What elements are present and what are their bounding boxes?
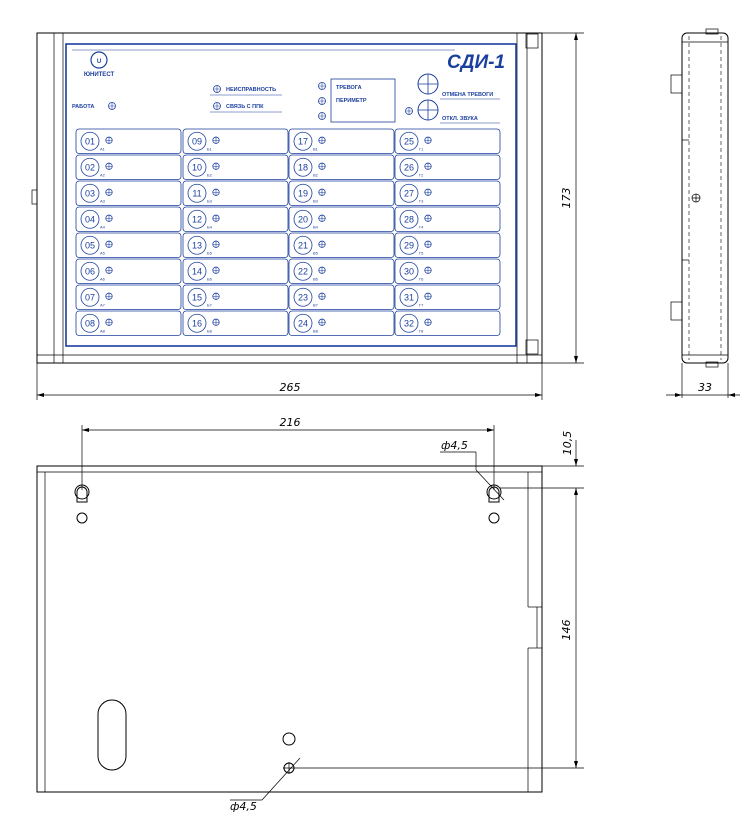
zone-number: 03 — [84, 188, 96, 199]
zone-led-icon — [319, 267, 325, 273]
zone-number: 19 — [297, 188, 309, 199]
zone-sub-label: В6 — [313, 276, 318, 282]
work-label: РАБОТА — [72, 104, 95, 110]
zone-led-icon — [319, 215, 325, 221]
zone-sub-label: Б7 — [207, 302, 212, 308]
zone-number: 10 — [191, 162, 203, 173]
zone-number: 27 — [403, 188, 415, 199]
zone-led-icon — [106, 163, 112, 169]
zone-number: 17 — [297, 136, 309, 147]
zone-number: 04 — [84, 214, 96, 225]
zone-number: 21 — [297, 240, 309, 251]
zone-23 — [289, 285, 394, 310]
zone-number: 14 — [191, 266, 203, 277]
zone-sub-label: В7 — [313, 302, 318, 308]
sound-off-label: ОТКЛ. ЗВУКА — [442, 116, 478, 122]
zone-03 — [76, 181, 181, 206]
zone-09 — [183, 129, 288, 154]
zone-led-icon — [106, 319, 112, 325]
back-view — [37, 466, 542, 792]
zone-led-icon — [213, 241, 219, 247]
left-keyhole — [75, 485, 89, 523]
zone-24 — [289, 311, 394, 336]
width-dimension: 265 — [279, 381, 301, 394]
zone-sub-label: А1 — [100, 146, 105, 152]
zone-06 — [76, 259, 181, 284]
zone-sub-label: Б8 — [207, 328, 212, 334]
zone-number: 08 — [84, 318, 96, 329]
zone-led-icon — [425, 267, 431, 273]
zone-sub-label: Б5 — [207, 250, 212, 256]
perimeter-led-icon — [319, 98, 326, 105]
zone-led-icon — [106, 215, 112, 221]
zone-27 — [395, 181, 500, 206]
zone-07 — [76, 285, 181, 310]
zone-number: 07 — [84, 292, 96, 303]
zone-sub-label: Г1 — [419, 146, 424, 152]
zone-sub-label: В4 — [313, 224, 318, 230]
zone-number: 02 — [84, 162, 96, 173]
zone-number: 16 — [191, 318, 203, 329]
zone-13 — [183, 233, 288, 258]
zone-number: 25 — [403, 136, 415, 147]
cancel-alarm-button[interactable] — [418, 74, 438, 94]
zone-sub-label: Б4 — [207, 224, 212, 230]
zone-sub-label: Г6 — [419, 276, 424, 282]
zone-sub-label: А5 — [100, 250, 105, 256]
zone-led-icon — [319, 163, 325, 169]
perimeter-label: ПЕРИМЕТР — [336, 98, 367, 104]
zone-25 — [395, 129, 500, 154]
zone-17 — [289, 129, 394, 154]
zone-sub-label: В1 — [313, 146, 318, 152]
zone-number: 18 — [297, 162, 309, 173]
zone-led-icon — [319, 319, 325, 325]
bottom-hole — [283, 762, 295, 774]
zone-31 — [395, 285, 500, 310]
zone-26 — [395, 155, 500, 180]
zone-number: 11 — [192, 188, 202, 199]
zone-number: 24 — [297, 318, 309, 329]
front-dimensions — [37, 33, 584, 400]
cable-slot — [98, 700, 126, 770]
zone-number: 05 — [84, 240, 96, 251]
zone-sub-label: В5 — [313, 250, 318, 256]
zone-led-icon — [213, 137, 219, 143]
zone-number: 23 — [297, 292, 309, 303]
zone-number: 22 — [297, 266, 309, 277]
hole-spacing-dimension: 216 — [279, 416, 301, 429]
zone-sub-label: В2 — [313, 172, 318, 178]
fault-label: НЕИСПРАВНОСТЬ — [226, 87, 277, 93]
zone-led-icon — [106, 189, 112, 195]
zone-19 — [289, 181, 394, 206]
zone-29 — [395, 233, 500, 258]
brand-name: ЮНИТЕСТ — [83, 72, 115, 78]
zone-led-icon — [213, 215, 219, 221]
zone-led-icon — [425, 215, 431, 221]
zone-sub-label: А8 — [100, 328, 105, 334]
depth-dimension: 33 — [698, 381, 712, 394]
hole-diameter-top: ф4,5 — [441, 439, 468, 452]
zone-14 — [183, 259, 288, 284]
sound-off-button[interactable] — [418, 100, 438, 120]
zone-led-icon — [425, 319, 431, 325]
zone-number: 32 — [403, 318, 415, 329]
zone-sub-label: Б6 — [207, 276, 212, 282]
zone-led-icon — [106, 137, 112, 143]
sound-off-led-icon — [406, 108, 413, 115]
housing-outline — [37, 33, 542, 363]
zone-led-icon — [319, 293, 325, 299]
height-dimension: 173 — [560, 187, 573, 209]
zone-led-icon — [106, 293, 112, 299]
zone-sub-label: Б2 — [207, 172, 212, 178]
zone-led-icon — [213, 293, 219, 299]
zone-16 — [183, 311, 288, 336]
front-panel — [66, 44, 516, 346]
hole-top-offset-dimension: 10,5 — [561, 430, 574, 456]
zone-led-icon — [106, 241, 112, 247]
zone-sub-label: Г3 — [419, 198, 424, 204]
bottom-hole-upper — [283, 733, 295, 745]
zone-number: 26 — [403, 162, 415, 173]
zone-sub-label: Г2 — [419, 172, 424, 178]
zone-30 — [395, 259, 500, 284]
zone-number: 31 — [403, 292, 415, 303]
alarm-led-icon — [319, 83, 326, 90]
zone-number: 06 — [84, 266, 96, 277]
zone-sub-label: А6 — [100, 276, 105, 282]
zone-28 — [395, 207, 500, 232]
right-keyhole — [487, 485, 501, 523]
zone-20 — [289, 207, 394, 232]
zone-22 — [289, 259, 394, 284]
zone-led-icon — [425, 293, 431, 299]
zone-led-icon — [213, 319, 219, 325]
ppk-link-led-icon — [214, 103, 221, 110]
zone-led-icon — [425, 189, 431, 195]
zone-sub-label: А2 — [100, 172, 105, 178]
zone-08 — [76, 311, 181, 336]
zone-led-icon — [319, 137, 325, 143]
alarm-label: ТРЕВОГА — [336, 85, 362, 91]
fault-led-icon — [214, 86, 221, 93]
zone-grid — [76, 129, 500, 336]
zone-led-icon — [213, 267, 219, 273]
zone-led-icon — [425, 137, 431, 143]
zone-18 — [289, 155, 394, 180]
zone-led-icon — [319, 189, 325, 195]
zone-32 — [395, 311, 500, 336]
front-view — [32, 33, 542, 363]
work-led-icon — [109, 103, 116, 110]
cancel-alarm-label: ОТМЕНА ТРЕВОГИ — [442, 92, 494, 98]
zone-number: 01 — [84, 136, 96, 147]
zone-number: 20 — [297, 214, 309, 225]
side-view — [666, 29, 740, 398]
zone-sub-label: Б3 — [207, 198, 212, 204]
back-dimensions — [82, 416, 584, 813]
zone-led-icon — [425, 241, 431, 247]
zone-sub-label: А4 — [100, 224, 105, 230]
zone-number: 29 — [403, 240, 415, 251]
zone-02 — [76, 155, 181, 180]
zone-sub-label: В8 — [313, 328, 318, 334]
aux-led-icon — [319, 113, 326, 120]
side-screw-icon — [692, 194, 700, 202]
zone-number: 15 — [191, 292, 203, 303]
zone-10 — [183, 155, 288, 180]
zone-sub-label: А3 — [100, 198, 105, 204]
zone-led-icon — [319, 241, 325, 247]
zone-number: 28 — [403, 214, 415, 225]
ppk-link-label: СВЯЗЬ С ППК — [226, 104, 264, 110]
hole-diameter-bottom: ф4,5 — [230, 800, 257, 813]
zone-sub-label: Г8 — [419, 328, 424, 334]
zone-led-icon — [425, 163, 431, 169]
zone-11 — [183, 181, 288, 206]
device-title: СДИ-1 — [447, 52, 506, 73]
back-outline — [37, 466, 542, 792]
zone-led-icon — [213, 189, 219, 195]
zone-led-icon — [106, 267, 112, 273]
zone-sub-label: А7 — [100, 302, 105, 308]
vertical-spacing-dimension: 146 — [560, 619, 573, 641]
zone-number: 13 — [191, 240, 203, 251]
logo-letter: U — [96, 59, 102, 65]
zone-15 — [183, 285, 288, 310]
zone-05 — [76, 233, 181, 258]
zone-number: 30 — [403, 266, 415, 277]
zone-sub-label: Г5 — [419, 250, 424, 256]
zone-led-icon — [213, 163, 219, 169]
zone-sub-label: В3 — [313, 198, 318, 204]
zone-number: 09 — [191, 136, 203, 147]
zone-04 — [76, 207, 181, 232]
zone-sub-label: Б1 — [207, 146, 212, 152]
zone-01 — [76, 129, 181, 154]
zone-number: 12 — [191, 214, 203, 225]
zone-21 — [289, 233, 394, 258]
zone-sub-label: Г4 — [419, 224, 424, 230]
zone-12 — [183, 207, 288, 232]
zone-sub-label: Г7 — [419, 302, 424, 308]
